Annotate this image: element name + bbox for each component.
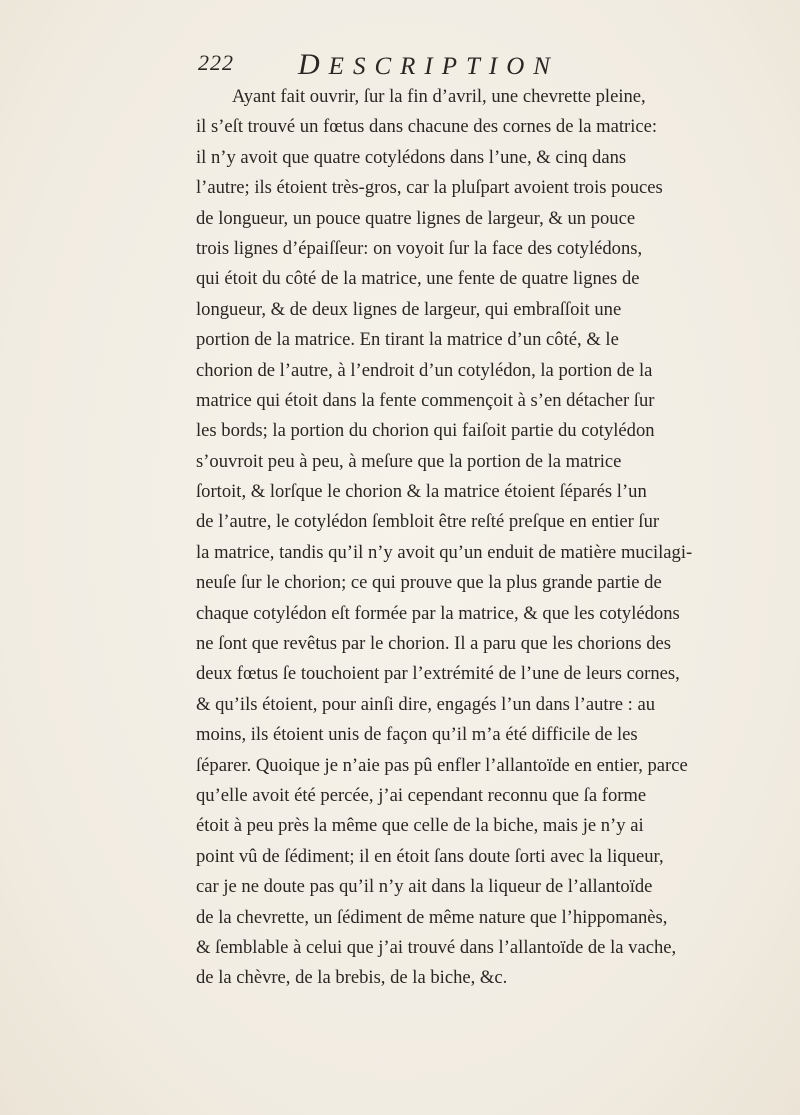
text-line: portion de la matrice. En tirant la matrice d’un côté, & le (196, 329, 619, 351)
text-line: Ayant fait ouvrir, ſur la fin d’avril, une chevrette pleine, (232, 86, 646, 107)
text-line: & qu’ils étoient, pour ainſi dire, engagés l’un dans l’autre : au (196, 693, 656, 715)
text-line: chaque cotylédon eſt formée par la matrice, & que les cotylédons (196, 602, 680, 624)
text-line: qui étoit du côté de la matrice, une fente de quatre lignes de (196, 268, 640, 290)
running-title-initial: D (298, 48, 329, 81)
text-line: il n’y avoit que quatre cotylédons dans l’une, & cinq dans (196, 146, 627, 168)
text-line: étoit à peu près la même que celle de la biche, mais je n’y ai (196, 815, 644, 837)
text-line: ſéparer. Quoique je n’aie pas pû enfler l’allantoïde en entier, parce (196, 754, 688, 776)
text-line: qu’elle avoit été percée, j’ai cependant reconnu que ſa forme (196, 784, 647, 806)
text-line: de l’autre, le cotylédon ſembloit être reſté preſque en entier ſur (196, 511, 660, 533)
text-line: trois lignes d’épaiſſeur: on voyoit ſur la face des cotylédons, (196, 237, 643, 259)
text-line: neuſe ſur le chorion; ce qui prouve que la plus grande partie de (196, 572, 662, 594)
text-line: s’ouvroit peu à peu, à meſure que la portion de la matrice (196, 450, 622, 472)
text-line: car je ne doute pas qu’il n’y ait dans la liqueur de l’allantoïde (196, 876, 653, 898)
body-text (196, 82, 693, 994)
text-line: la matrice, tandis qu’il n’y avoit qu’un enduit de matière mucilagi- (196, 541, 693, 563)
text-line: ne ſont que revêtus par le chorion. Il a paru que les chorions des (196, 633, 672, 655)
text-line: chorion de l’autre, à l’endroit d’un cotylédon, la portion de la (196, 359, 653, 381)
text-line: longueur, & de deux lignes de largeur, qui embraſſoit une (196, 298, 622, 320)
text-line: de la chevrette, un ſédiment de même nature que l’hippomanès, (196, 906, 668, 928)
text-line: deux fœtus ſe touchoient par l’extrémité de l’une de leurs cornes, (196, 663, 680, 685)
page-number: 222 (198, 50, 234, 75)
running-title-rest: ESCRIPTION (328, 53, 559, 80)
text-line: de la chèvre, de la brebis, de la biche, &c. (196, 967, 508, 989)
text-line: & ſemblable à celui que j’ai trouvé dans l’allantoïde de la vache, (196, 936, 677, 958)
text-line: l’autre; ils étoient très-gros, car la pluſpart avoient trois pouces (196, 177, 663, 199)
text-line: moins, ils étoient unis de façon qu’il m’a été difficile de les (196, 724, 638, 746)
text-line: il s’eſt trouvé un fœtus dans chacune des cornes de la matrice: (196, 116, 658, 138)
text-line: les bords; la portion du chorion qui faiſoit partie du cotylédon (196, 420, 655, 442)
running-title (298, 48, 559, 82)
text-line: ſortoit, & lorſque le chorion & la matrice étoient ſéparés l’un (196, 481, 647, 503)
text-line: matrice qui étoit dans la fente commençoit à s’en détacher ſur (196, 389, 655, 411)
text-line: point vû de ſédiment; il en étoit ſans doute ſorti avec la liqueur, (196, 845, 664, 867)
text-line: de longueur, un pouce quatre lignes de largeur, & un pouce (196, 207, 636, 229)
